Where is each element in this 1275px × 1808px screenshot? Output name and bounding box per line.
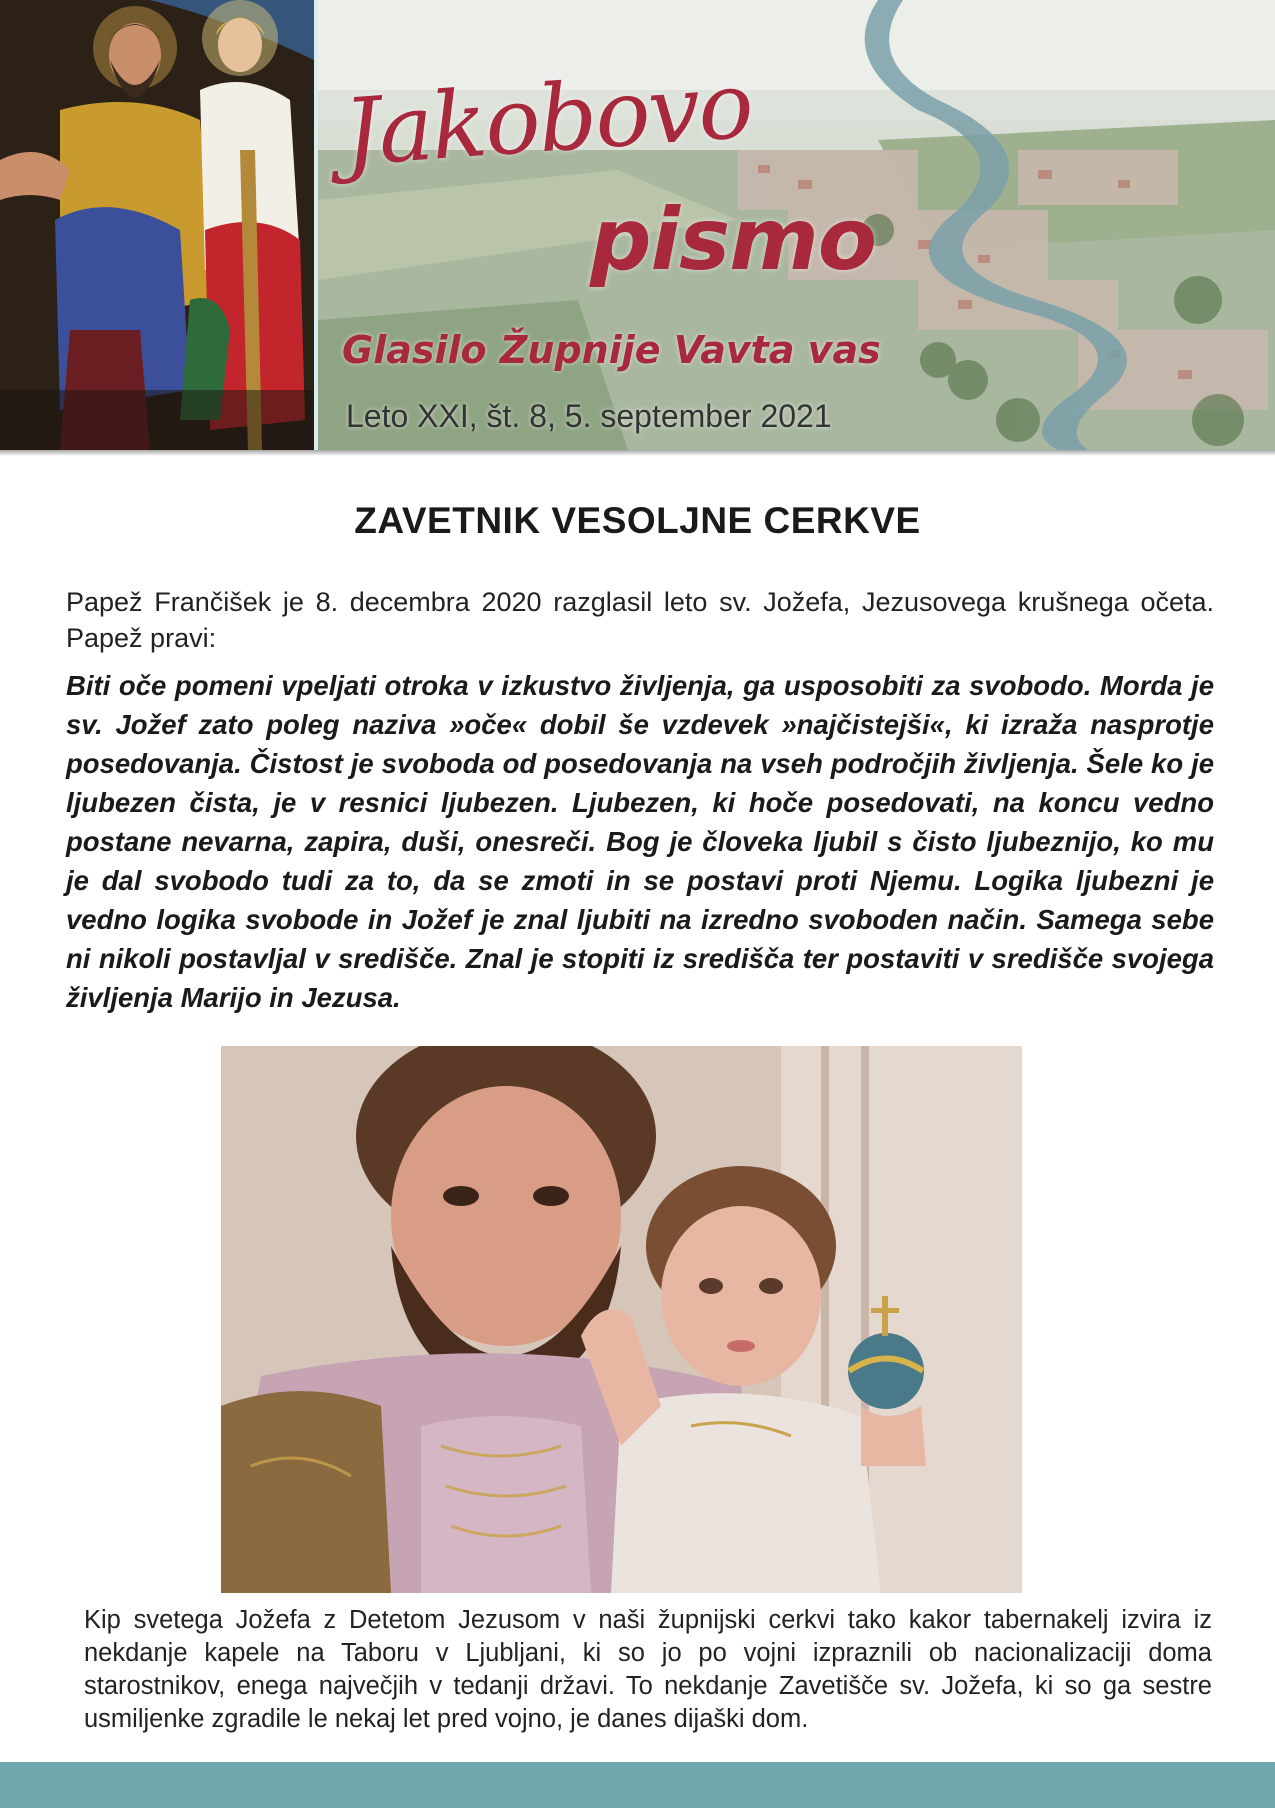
article-quote: Biti oče pomeni vpeljati otroka v izkustvo življenja, ga usposobiti za svobodo. Morda je sv. Jožef zato poleg naziva »oče« dobil še vzdevek »najčistejši«, ki izraža nasprotje posedovanja. Čistost je svoboda od posedovanja na vseh področjih življenja. Šele ko je ljubezen čista, je v resnici ljubezen. Ljubezen, ki hoče posedovati, na koncu vedno postane nevarna, zapira, duši, onesreči. Bog je človeka ljubil s čisto ljubeznijo, ko mu je dal svobodo tudi za to, da se zmoti in se postavi proti Njemu. Logika ljubezni je vedno logika svobode in Jožef je znal ljubiti na izredno svoboden način. Samega sebe ni nikoli postavljal v središče. Znal je stopiti iz središča ter postaviti v središče svojega življenja Marijo in Jezusa. [66,670,1214,1013]
article-intro: Papež Frančišek je 8. decembra 2020 razglasil leto sv. Jožefa, Jezusovega krušnega očeta. Papež pravi: [66,587,1214,653]
publication-title-script: Jakobovo [340,51,755,187]
publication-title-bold: pismo [590,190,876,290]
photo-caption: Kip svetega Jožefa z Detetom Jezusom v naši župnijski cerkvi tako kakor tabernakelj izvira iz nekdanje kapele na Taboru v Ljubljani, ki so jo po vojni izpraznili ob nacionalizaciji doma starostnikov, enega največjih v tedanji državi. To nekdanje Zavetišče sv. Jožefa, ki so ga sestre usmiljenke zgradile le nekaj let pred vojno, je danes dijaški dom. [84,1606,1212,1733]
footer-bar [0,1762,1275,1808]
saints-painting-art [0,0,314,450]
masthead [0,0,1275,450]
st-joseph-statue-photo [221,1046,1022,1593]
statue-photo-art [221,1046,1022,1593]
masthead-title-block [330,51,1030,440]
masthead-shadow [0,450,1275,456]
publication-subtitle: Glasilo Župnije Vavta vas [342,328,881,372]
article-headline: ZAVETNIK VESOLJNE CERKVE [354,500,921,541]
issue-info: Leto XXI, št. 8, 5. september 2021 [346,398,832,434]
saints-painting-image [0,0,314,450]
